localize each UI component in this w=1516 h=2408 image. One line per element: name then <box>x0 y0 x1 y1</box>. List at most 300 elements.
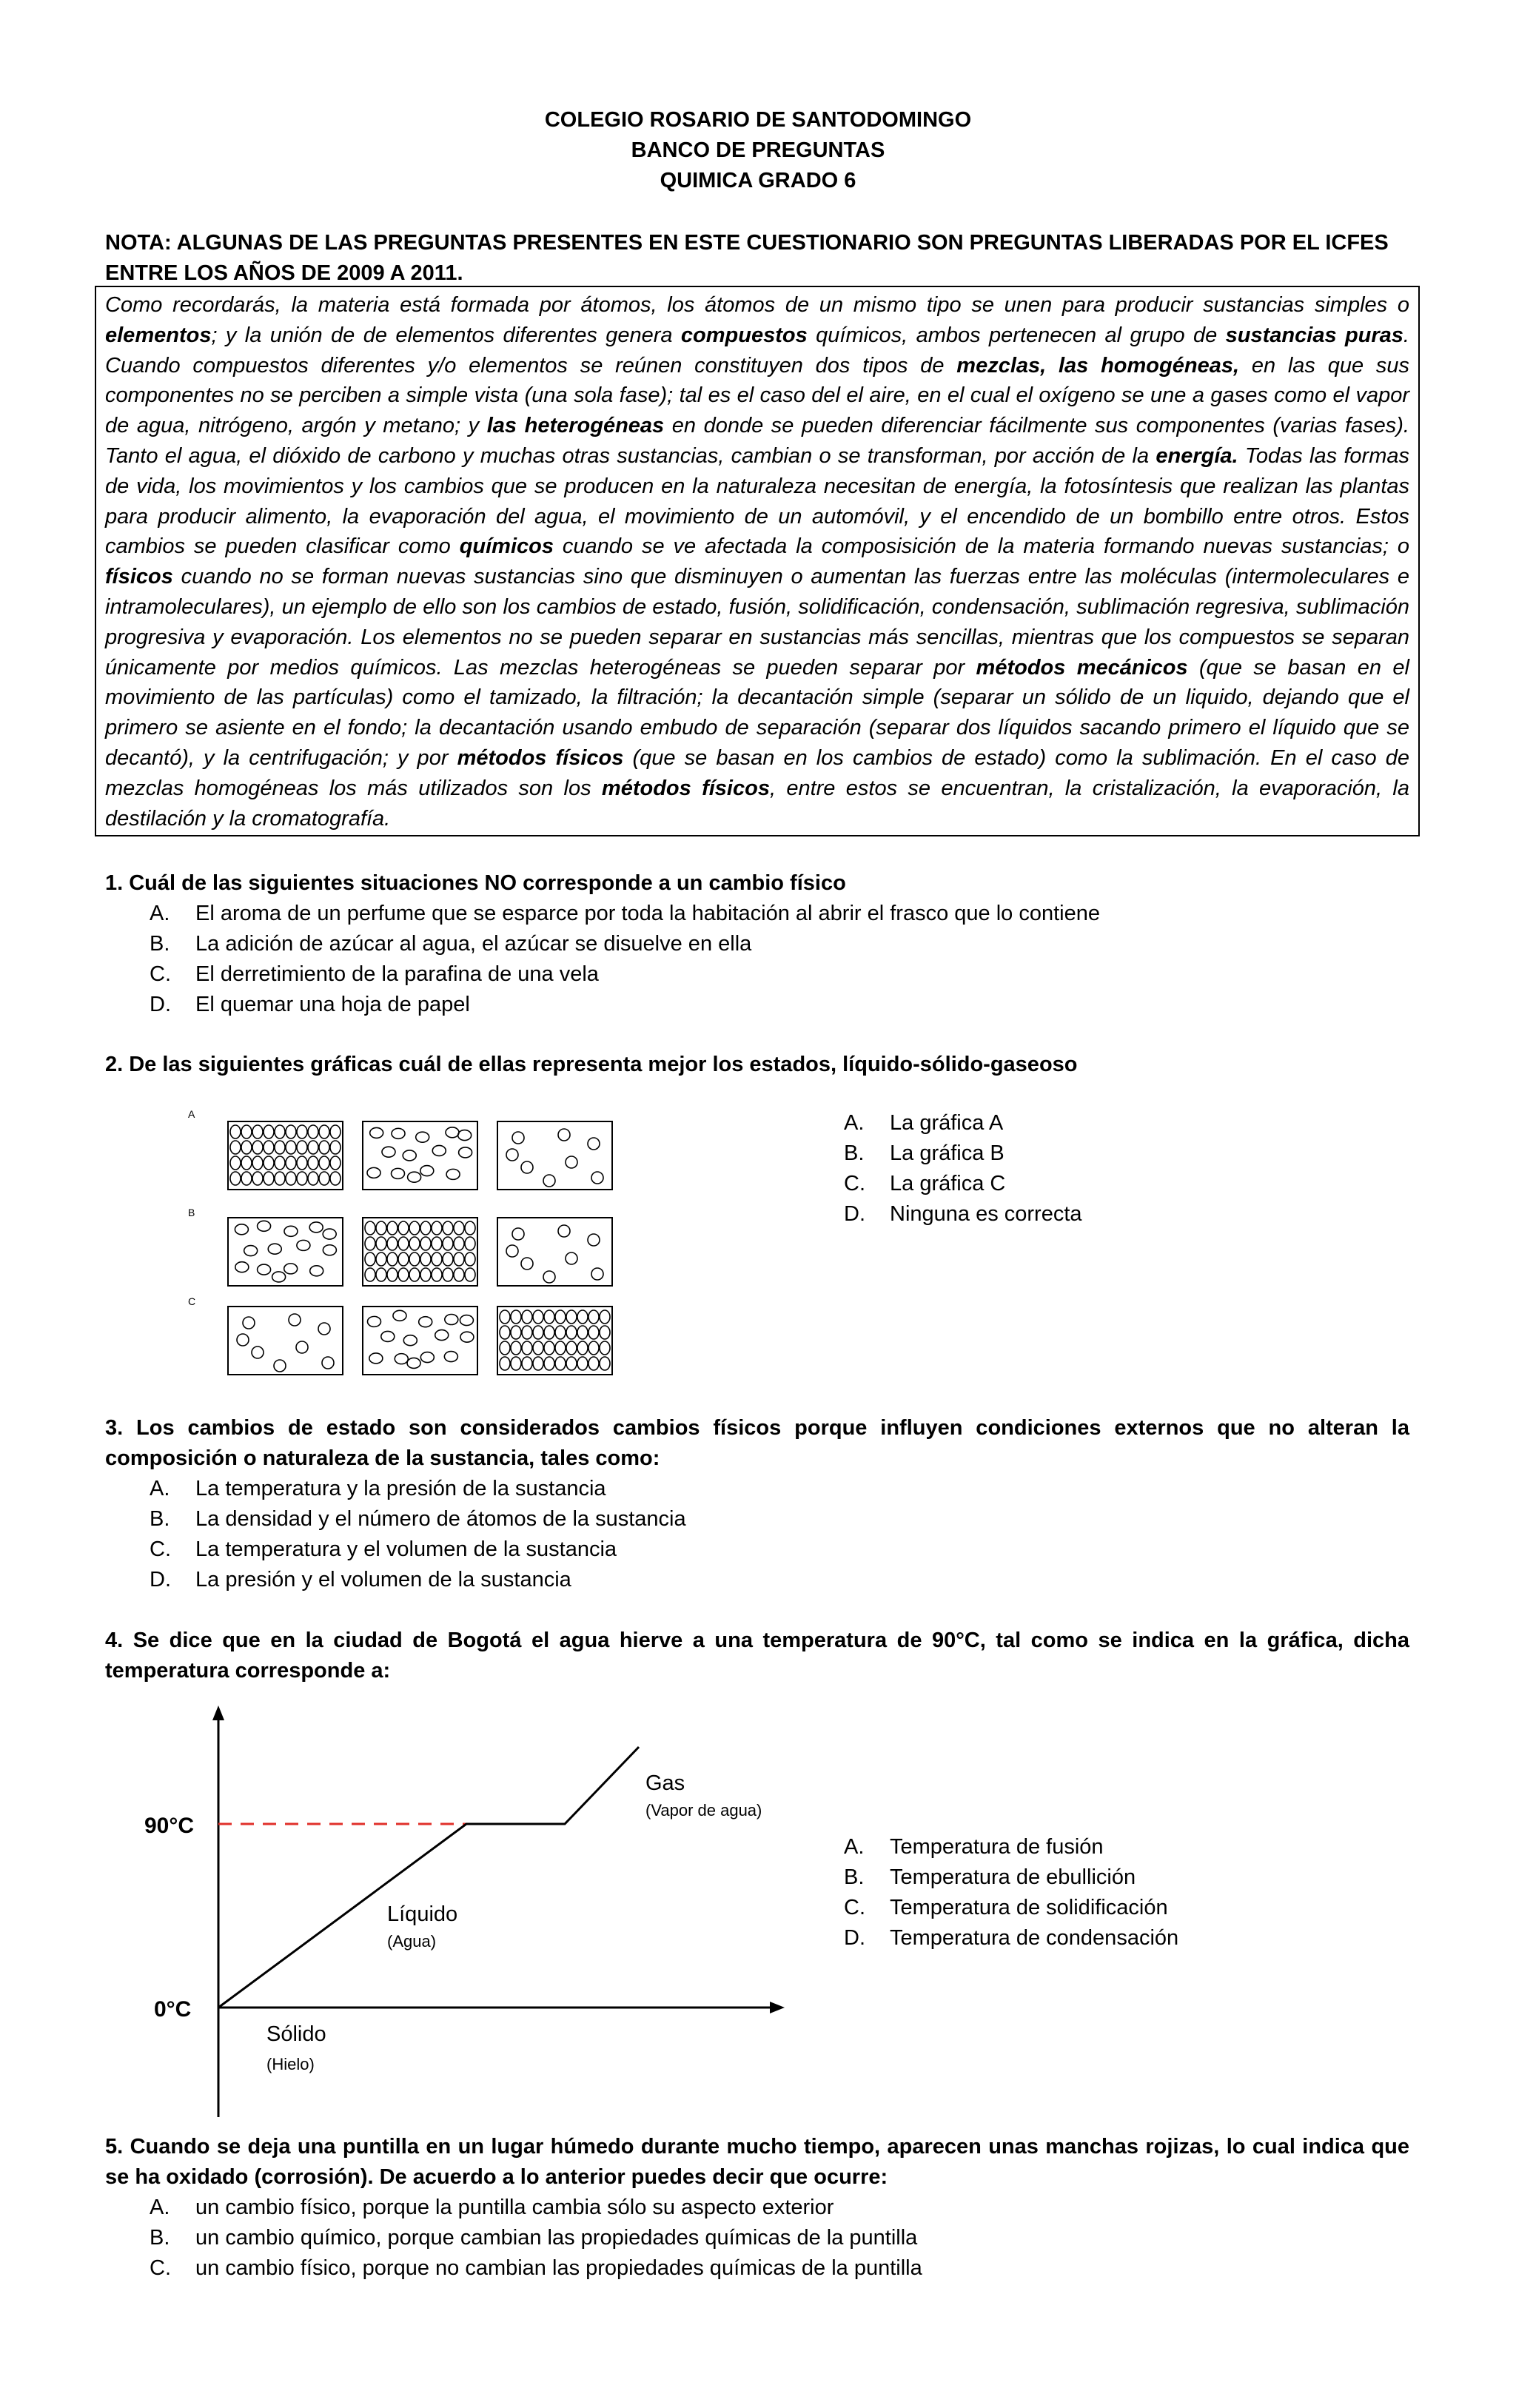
answer-option <box>150 929 1100 959</box>
particle <box>522 1326 532 1339</box>
particle <box>286 1141 296 1154</box>
label-liquid: Líquido <box>387 1902 458 1926</box>
answer-option <box>150 1565 686 1595</box>
option-letter: B. <box>844 1865 865 1889</box>
particle <box>398 1252 409 1266</box>
particle <box>443 1268 453 1281</box>
particle <box>230 1172 241 1185</box>
option-text: Temperatura de fusión <box>890 1835 1104 1859</box>
particle <box>275 1156 285 1170</box>
particle <box>376 1237 386 1250</box>
particle <box>544 1310 554 1324</box>
answer-option <box>844 1832 1178 1862</box>
particle <box>566 1156 577 1168</box>
intro-text-run: en las que sus componentes no se perciben a simple vista (una sola fase); tal es el caso del el aire, en el cual el oxígeno se une a gases como el vapor de agua, nitrógeno, argón y metano; y <box>105 353 1410 438</box>
particle <box>241 1141 252 1154</box>
particle <box>588 1341 599 1355</box>
particle <box>577 1310 588 1324</box>
particle <box>555 1341 566 1355</box>
particle <box>237 1334 249 1346</box>
particle <box>398 1237 409 1250</box>
particle <box>365 1252 375 1266</box>
particle <box>522 1357 532 1370</box>
option-letter: B. <box>150 2226 170 2250</box>
particle <box>310 1266 323 1276</box>
option-letter: D. <box>844 1202 865 1226</box>
x-axis-arrow <box>770 2002 785 2013</box>
note: NOTA: ALGUNAS DE LAS PREGUNTAS PRESENTES EN ESTE CUESTIONARIO SON PREGUNTAS LIBERADAS POR EL ICFES ENTRE LOS AÑOS DE 2009 A 2011. <box>105 231 1389 285</box>
particle <box>319 1141 329 1154</box>
particle <box>420 1268 431 1281</box>
intro-bold-term: químicos <box>459 534 554 559</box>
particle <box>297 1141 307 1154</box>
particle <box>591 1172 603 1184</box>
option-letter: A. <box>844 1111 865 1135</box>
particle <box>275 1125 285 1138</box>
particle <box>558 1225 570 1237</box>
particle <box>512 1132 524 1144</box>
particle <box>543 1271 555 1283</box>
option-text: La presión y el volumen de la sustancia <box>195 1568 571 1592</box>
particle <box>408 1172 421 1182</box>
particle <box>286 1156 296 1170</box>
particle <box>319 1172 329 1185</box>
option-text: La gráfica B <box>890 1141 1004 1165</box>
option-text: La densidad y el número de átomos de la sustancia <box>195 1507 686 1531</box>
graph-row-label: B <box>188 1207 195 1218</box>
particle <box>403 1335 417 1346</box>
particle <box>544 1357 554 1370</box>
particle <box>577 1341 588 1355</box>
answer-option <box>150 1474 686 1504</box>
intro-bold-term: sustancias puras <box>1225 323 1403 347</box>
particle <box>393 1310 406 1321</box>
particle <box>284 1226 298 1236</box>
particle <box>521 1161 533 1173</box>
particle <box>566 1310 577 1324</box>
particle <box>577 1326 588 1339</box>
intro-bold-term: métodos físicos <box>457 745 624 770</box>
particle <box>330 1172 341 1185</box>
particle <box>308 1156 318 1170</box>
particle <box>544 1326 554 1339</box>
particle <box>365 1268 375 1281</box>
particle <box>409 1221 420 1235</box>
particle <box>522 1310 532 1324</box>
graph-row-label: C <box>188 1295 196 1307</box>
particle <box>407 1358 420 1368</box>
particle <box>566 1341 577 1355</box>
answer-option <box>844 1923 1178 1953</box>
particle <box>420 1237 431 1250</box>
particle <box>544 1341 554 1355</box>
particle <box>600 1326 610 1339</box>
option-text: un cambio físico, porque la puntilla cambia sólo su aspecto exterior <box>195 2196 834 2219</box>
option-letter: A. <box>150 902 170 925</box>
option-text: un cambio químico, porque cambian las propiedades químicas de la puntilla <box>195 2226 918 2250</box>
intro-text-run: (que se basan en los cambios de estado) como la sublimación. En el caso de mezclas homogéneas los más utilizados son los <box>105 745 1409 800</box>
particle <box>419 1317 432 1327</box>
particle <box>243 1317 255 1329</box>
particle <box>376 1252 386 1266</box>
question-1: 1. Cuál de las siguientes situaciones NO corresponde a un cambio físico <box>105 871 846 895</box>
option-text: La temperatura y el volumen de la sustancia <box>195 1537 617 1561</box>
particle <box>543 1175 555 1187</box>
bank-title: BANCO DE PREGUNTAS <box>631 138 885 162</box>
particle <box>387 1221 398 1235</box>
particle-box-solid <box>363 1218 477 1286</box>
question-5-options <box>150 2193 922 2284</box>
particle <box>446 1169 460 1179</box>
intro-bold-term: mezclas, las homogéneas, <box>956 353 1240 378</box>
intro-text-box <box>95 286 1420 836</box>
y-axis-arrow <box>212 1706 224 1720</box>
option-text: La adición de azúcar al agua, el azúcar se disuelve en ella <box>195 932 752 956</box>
option-letter: C. <box>150 2256 171 2280</box>
particle <box>319 1156 329 1170</box>
particle <box>369 1353 383 1364</box>
intro-bold-term: métodos mecánicos <box>976 655 1188 680</box>
particle-box-gas <box>228 1307 343 1375</box>
particle <box>230 1156 241 1170</box>
particle <box>367 1316 380 1327</box>
intro-text-run: cuando se ve afectada la composisición de la materia formando nuevas sustancias; o <box>554 534 1410 559</box>
particle <box>297 1240 310 1250</box>
particle <box>500 1310 510 1324</box>
option-letter: C. <box>844 1896 865 1919</box>
particle <box>588 1326 599 1339</box>
particle <box>322 1357 334 1369</box>
particle-box-solid <box>497 1307 612 1375</box>
particle <box>588 1138 600 1150</box>
particle <box>460 1315 473 1326</box>
particle <box>533 1310 543 1324</box>
option-letter: D. <box>150 1568 171 1592</box>
question-2-options <box>844 1108 1082 1230</box>
answer-option <box>150 1535 686 1565</box>
particle <box>420 1221 431 1235</box>
particle <box>241 1172 252 1185</box>
particle <box>387 1268 398 1281</box>
intro-text-run: cuando no se forman nuevas sustancias sino que disminuyen o aumentan las fuerzas entre las moléculas (intermoleculares e intramoleculares), un ejemplo de ello son los cambios de estado, fusión, solidificación, condensación, sublimación regresiva, sublimación progresiva y evaporación. Los elementos no se pueden separar en sustancias más sencillas, mientras que los compuestos se separan únicamente por medios químicos. Las mezclas heterogéneas se pueden separar por <box>105 565 1409 680</box>
particle <box>521 1258 533 1270</box>
particle <box>330 1156 341 1170</box>
question-5: 5. Cuando se deja una puntilla en un lugar húmedo durante mucho tiempo, aparecen unas manchas rojizas, lo cual indica que se ha oxidado (corrosión). De acuerdo a lo anterior puedes decir que ocurre: <box>105 2135 1409 2189</box>
particle <box>444 1352 457 1362</box>
answer-option <box>150 2223 922 2253</box>
answer-option <box>150 959 1100 990</box>
particle <box>432 1145 446 1156</box>
option-text: Temperatura de ebullición <box>890 1865 1136 1889</box>
particle <box>454 1252 464 1266</box>
particle <box>264 1172 274 1185</box>
particle <box>409 1268 420 1281</box>
school-name: COLEGIO ROSARIO DE SANTODOMINGO <box>544 108 972 132</box>
option-letter: B. <box>150 932 170 956</box>
particle <box>252 1141 263 1154</box>
particle <box>264 1141 274 1154</box>
particle <box>264 1156 274 1170</box>
particle <box>432 1237 442 1250</box>
question-1-options <box>150 899 1100 1020</box>
particle <box>296 1341 308 1353</box>
particle <box>258 1264 271 1275</box>
particle <box>230 1141 241 1154</box>
particle <box>558 1129 570 1141</box>
particle <box>454 1221 464 1235</box>
particle <box>459 1147 472 1158</box>
option-letter: D. <box>150 993 171 1016</box>
particle <box>235 1224 248 1235</box>
intro-bold-term: las heterogéneas <box>486 414 665 438</box>
particle <box>268 1244 281 1254</box>
particle <box>330 1125 341 1138</box>
option-text: La temperatura y la presión de la sustancia <box>195 1477 606 1500</box>
particle-box-liquid <box>228 1218 343 1286</box>
particle <box>382 1147 395 1157</box>
question-4: 4. Se dice que en la ciudad de Bogotá el agua hierve a una temperatura de 90°C, tal como se indica en la gráfica, dicha temperatura corresponde a: <box>105 1629 1409 1683</box>
particle <box>274 1360 286 1372</box>
intro-text-run: , entre estos se encuentran, la cristalización, la evaporación, la destilación y la cromatografía. <box>105 776 1409 831</box>
particle <box>252 1346 264 1358</box>
particle <box>286 1125 296 1138</box>
label-solid: Sólido <box>266 2022 326 2046</box>
graph-row-label: A <box>188 1108 195 1120</box>
particle <box>566 1357 577 1370</box>
option-letter: A. <box>150 2196 170 2219</box>
particle <box>391 1168 404 1178</box>
particle <box>252 1156 263 1170</box>
particle <box>500 1357 510 1370</box>
particle <box>465 1221 475 1235</box>
answer-option <box>844 1169 1082 1199</box>
label-solid-sub: (Hielo) <box>266 2055 315 2073</box>
particle-box-gas <box>497 1121 612 1190</box>
question-4-options <box>844 1832 1178 1953</box>
particle <box>297 1172 307 1185</box>
particle <box>511 1326 521 1339</box>
particle <box>458 1130 472 1141</box>
particle <box>376 1221 386 1235</box>
particle <box>506 1245 518 1257</box>
particle <box>435 1330 449 1341</box>
question-3-options <box>150 1474 686 1595</box>
heating-curve <box>218 1747 639 2008</box>
heating-curve-graph <box>111 1703 799 2124</box>
particle <box>533 1341 543 1355</box>
particle <box>555 1310 566 1324</box>
particle <box>511 1310 521 1324</box>
intro-bold-term: energía. <box>1156 443 1238 468</box>
particle <box>600 1310 610 1324</box>
answer-option <box>150 990 1100 1020</box>
particle <box>252 1125 263 1138</box>
option-letter: B. <box>150 1507 170 1531</box>
particle <box>241 1156 252 1170</box>
particle <box>555 1357 566 1370</box>
label-gas-sub: (Vapor de agua) <box>645 1801 762 1820</box>
particle <box>420 1166 434 1176</box>
answer-option <box>844 1862 1178 1893</box>
particle <box>533 1357 543 1370</box>
intro-text-run: químicos, ambos pertenecen al grupo de <box>807 323 1226 347</box>
particle <box>446 1127 459 1138</box>
particle <box>365 1221 375 1235</box>
particle <box>297 1125 307 1138</box>
intro-bold-term: elementos <box>105 323 212 347</box>
particle <box>432 1268 442 1281</box>
particle-box-liquid <box>363 1121 477 1190</box>
option-letter: B. <box>844 1141 865 1165</box>
particle <box>241 1125 252 1138</box>
intro-bold-term: compuestos <box>680 323 808 347</box>
option-letter: C. <box>844 1172 865 1195</box>
label-0c: 0°C <box>154 1997 192 2022</box>
particle <box>376 1268 386 1281</box>
particle <box>588 1357 599 1370</box>
particle <box>330 1141 341 1154</box>
intro-text-run: Como recordarás, la materia está formada por átomos, los átomos de un mismo tipo se unen para producir sustancias simples o <box>105 293 1409 317</box>
particle <box>409 1252 420 1266</box>
particle <box>416 1132 429 1142</box>
option-letter: A. <box>844 1835 865 1859</box>
answer-option <box>150 2193 922 2223</box>
particle <box>511 1357 521 1370</box>
particle <box>588 1234 600 1246</box>
option-text: La gráfica C <box>890 1172 1006 1195</box>
option-text: El quemar una hoja de papel <box>195 993 470 1016</box>
particle <box>395 1354 408 1364</box>
particle <box>286 1172 296 1185</box>
intro-text-run: Todas las formas de vida, los movimientos y los cambios que se producen en la naturaleza necesitan de energía, la fotosíntesis que realizan las plantas para producir alimento, la evaporación del agua, el movimiento de un automóvil, y el encendido de un bombillo entre otros. Estos cambios se pueden clasificar como <box>105 443 1410 559</box>
intro-text-run: . Cuando compuestos diferentes y/o elementos se reúnen constituyen dos tipos de <box>105 323 1409 378</box>
particle <box>370 1127 383 1138</box>
particle <box>252 1172 263 1185</box>
particle <box>566 1326 577 1339</box>
particle <box>230 1125 241 1138</box>
answer-option <box>844 1199 1082 1230</box>
option-letter: D. <box>844 1926 865 1950</box>
option-letter: A. <box>150 1477 170 1500</box>
subject-title: QUIMICA GRADO 6 <box>660 169 856 192</box>
particle <box>365 1237 375 1250</box>
particle <box>443 1237 453 1250</box>
answer-option <box>844 1138 1082 1169</box>
particle <box>309 1222 323 1232</box>
particle <box>381 1331 395 1341</box>
particle <box>275 1141 285 1154</box>
option-text: Temperatura de solidificación <box>890 1896 1168 1919</box>
option-text: El aroma de un perfume que se esparce por toda la habitación al abrir el frasco que lo contiene <box>195 902 1100 925</box>
particle <box>392 1128 405 1138</box>
particle <box>533 1326 543 1339</box>
particle-box-liquid <box>363 1307 477 1375</box>
particle <box>555 1326 566 1339</box>
particle <box>465 1268 475 1281</box>
particle <box>284 1264 298 1274</box>
particle <box>244 1246 258 1256</box>
option-letter: C. <box>150 1537 171 1561</box>
particle <box>275 1172 285 1185</box>
particle <box>506 1149 518 1161</box>
answer-option <box>844 1893 1178 1923</box>
particle <box>308 1141 318 1154</box>
label-90c: 90°C <box>144 1814 195 1838</box>
particle <box>308 1172 318 1185</box>
particle <box>465 1252 475 1266</box>
particle <box>387 1252 398 1266</box>
option-text: El derretimiento de la parafina de una vela <box>195 962 599 986</box>
option-text: Temperatura de condensación <box>890 1926 1179 1950</box>
particle <box>318 1323 330 1335</box>
particle <box>460 1332 474 1342</box>
particle <box>591 1268 603 1280</box>
particle <box>600 1357 610 1370</box>
particle <box>432 1252 442 1266</box>
particle <box>398 1221 409 1235</box>
intro-text-run: (que se basan en el movimiento de las partículas) como el tamizado, la filtración; la decantación simple (separar un sólido de un liquido, dejando que el primero se asiente en el fondo; la decantación usando embudo de separación (separar dos líquidos sacando primero el líquido que se decantó), y la centrifugación; y por <box>105 655 1409 770</box>
particle <box>500 1341 510 1355</box>
particle <box>403 1150 416 1161</box>
particle <box>367 1167 380 1178</box>
label-gas: Gas <box>645 1771 685 1795</box>
particle <box>454 1237 464 1250</box>
particle <box>272 1272 286 1282</box>
particle <box>297 1156 307 1170</box>
answer-option <box>150 1504 686 1535</box>
particle <box>522 1341 532 1355</box>
question-2: 2. De las siguientes gráficas cuál de ellas representa mejor los estados, líquido-sólido-gaseoso <box>105 1053 1078 1076</box>
intro-text-run: en donde se pueden diferenciar fácilmente sus componentes (varias fases). Tanto el agua, el dióxido de carbono y muchas otras sustancias, cambian o se transforman, por acción de la <box>105 414 1409 468</box>
particle <box>512 1228 524 1240</box>
particle <box>566 1252 577 1264</box>
particle <box>420 1352 434 1363</box>
particle <box>319 1125 329 1138</box>
particle <box>289 1314 301 1326</box>
particle <box>432 1221 442 1235</box>
particle <box>420 1252 431 1266</box>
particle <box>258 1221 271 1231</box>
particle <box>387 1237 398 1250</box>
particle <box>264 1125 274 1138</box>
option-text: Ninguna es correcta <box>890 1202 1082 1226</box>
particle <box>443 1252 453 1266</box>
particle-box-gas <box>497 1218 612 1286</box>
question-3: 3. Los cambios de estado son considerados cambios físicos porque influyen condiciones externos que no alteran la composición o naturaleza de la sustancia, tales como: <box>105 1416 1409 1470</box>
states-diagram <box>178 1103 622 1384</box>
particle <box>465 1237 475 1250</box>
answer-option <box>844 1108 1082 1138</box>
particle <box>323 1229 336 1239</box>
particle <box>409 1237 420 1250</box>
particle <box>235 1262 249 1272</box>
intro-bold-term: métodos físicos <box>601 776 770 800</box>
option-text: un cambio físico, porque no cambian las propiedades químicas de la puntilla <box>195 2256 922 2280</box>
particle <box>577 1357 588 1370</box>
answer-option <box>150 899 1100 929</box>
particle-box-solid <box>228 1121 343 1190</box>
particle <box>308 1125 318 1138</box>
particle <box>398 1268 409 1281</box>
intro-text-run: ; y la unión de de elementos diferentes genera <box>211 323 681 347</box>
particle <box>588 1310 599 1324</box>
answer-option <box>150 2253 922 2284</box>
particle <box>445 1315 458 1325</box>
particle <box>600 1341 610 1355</box>
particle <box>443 1221 453 1235</box>
label-liquid-sub: (Agua) <box>387 1932 437 1951</box>
option-letter: C. <box>150 962 171 986</box>
